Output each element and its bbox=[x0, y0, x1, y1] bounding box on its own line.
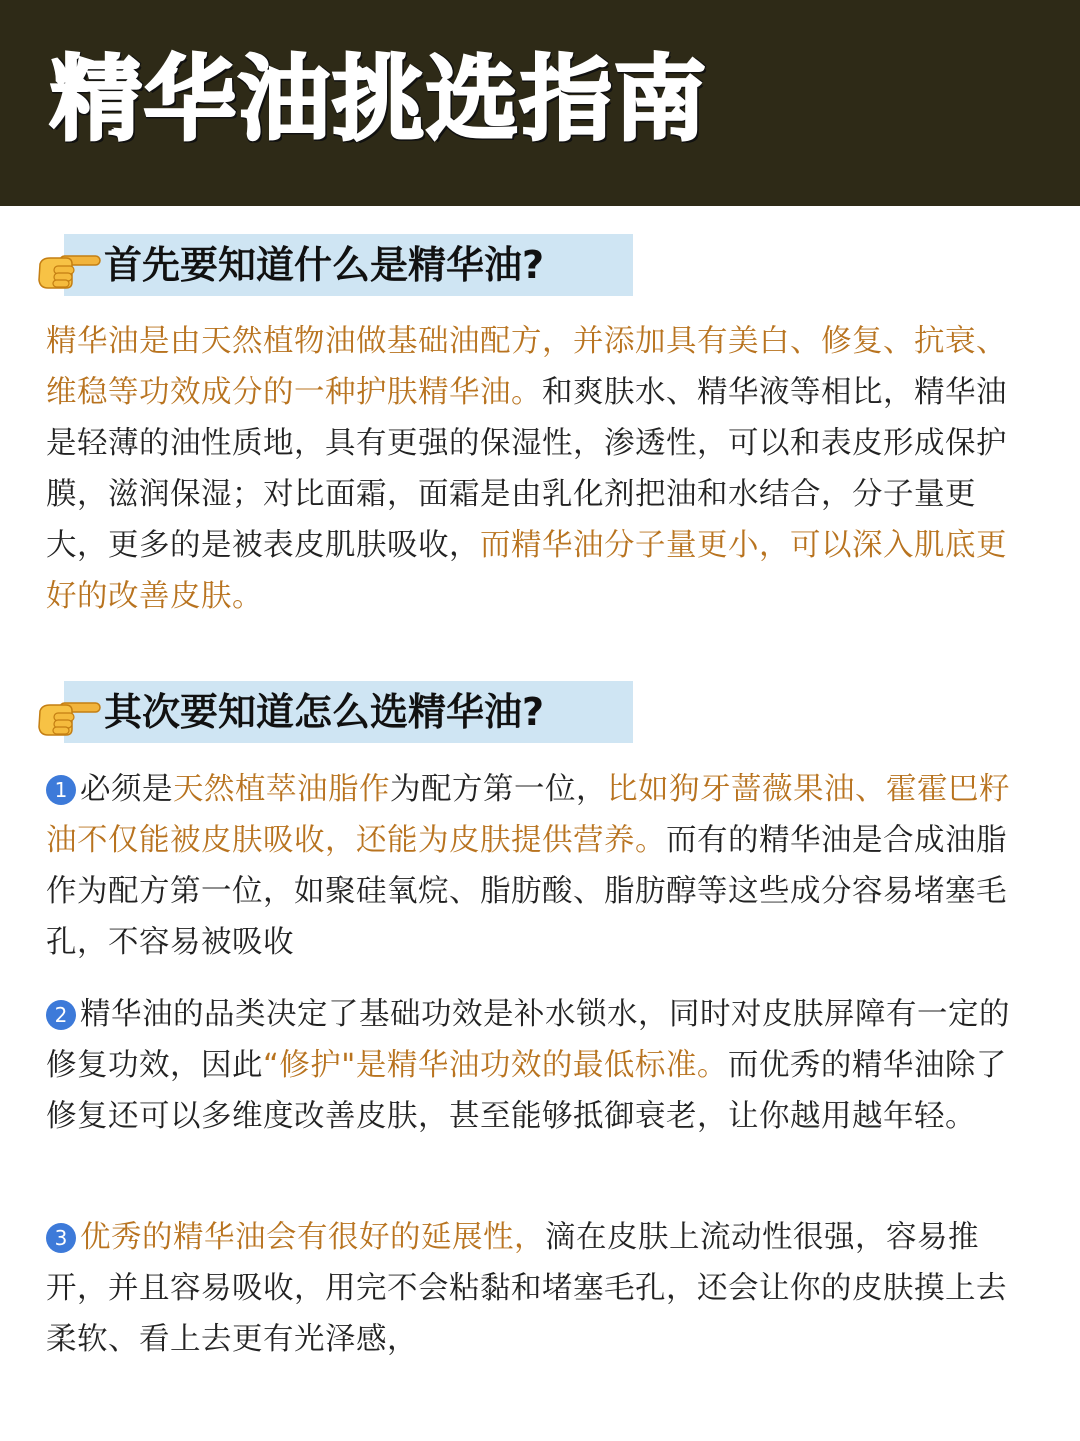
point-1-paragraph bbox=[46, 764, 1036, 968]
body-text: 和爽肤水、精华液等相比，精华油是轻薄的油性质地，具有更强的保湿性，渗透性，可以和表皮形成保护膜，滋润保湿；对比面霜，面霜是由乳化剂把油和水结合，分子量更大，更多的是被表皮肌肤吸收， bbox=[46, 375, 1007, 563]
number-badge: 3 bbox=[46, 1223, 76, 1253]
body-text: 必须是 bbox=[80, 772, 173, 807]
body-text: 而有的精华油是合成油脂作为配方第一位，如聚硅氧烷、脂肪酸、脂肪醇等这些成分容易堵塞毛孔，不容易被吸收 bbox=[46, 823, 1007, 960]
header-banner bbox=[0, 0, 1080, 206]
pointing-hand-icon bbox=[36, 693, 102, 737]
number-badge: 1 bbox=[46, 775, 76, 805]
section1-paragraph bbox=[46, 316, 1036, 622]
highlight-text: 而精华油分子量更小，可以深入肌底更好的改善皮肤。 bbox=[46, 528, 1007, 614]
body-text: 精华油的品类决定了基础功效是补水锁水，同时对皮肤屏障有一定的修复功效，因此 bbox=[46, 997, 1010, 1083]
point-2-paragraph bbox=[46, 989, 1036, 1142]
highlight-text: 优秀的精华油会有很好的延展性， bbox=[80, 1220, 545, 1255]
page-title: 精华油挑选指南 bbox=[50, 46, 709, 153]
number-badge: 2 bbox=[46, 1000, 76, 1030]
highlight-text: 精华油是由天然植物油做基础油配方，并添加具有美白、修复、抗衰、维稳等功效成分的一种护肤精华油。 bbox=[46, 324, 1007, 410]
section-heading-text: 其次要知道怎么选精华油? bbox=[104, 690, 545, 734]
section-heading-text: 首先要知道什么是精华油? bbox=[104, 243, 545, 287]
point-3-paragraph bbox=[46, 1212, 1036, 1365]
pointing-hand-icon bbox=[36, 246, 102, 290]
highlight-text: 天然植萃油脂作 bbox=[173, 772, 390, 807]
highlight-text: 比如狗牙蔷薇果油、霍霍巴籽油不仅能被皮肤吸收，还能为皮肤提供营养。 bbox=[46, 772, 1010, 858]
body-text: 为配方第一位， bbox=[390, 772, 607, 807]
highlight-text: “修护"是精华油功效的最低标准。 bbox=[263, 1048, 728, 1083]
body-text: 滴在皮肤上流动性很强，容易推开，并且容易吸收，用完不会粘黏和堵塞毛孔，还会让你的皮肤摸上去柔软、看上去更有光泽感， bbox=[46, 1220, 1007, 1357]
body-text: 而优秀的精华油除了修复还可以多维度改善皮肤，甚至能够抵御衰老，让你越用越年轻。 bbox=[46, 1048, 1007, 1134]
